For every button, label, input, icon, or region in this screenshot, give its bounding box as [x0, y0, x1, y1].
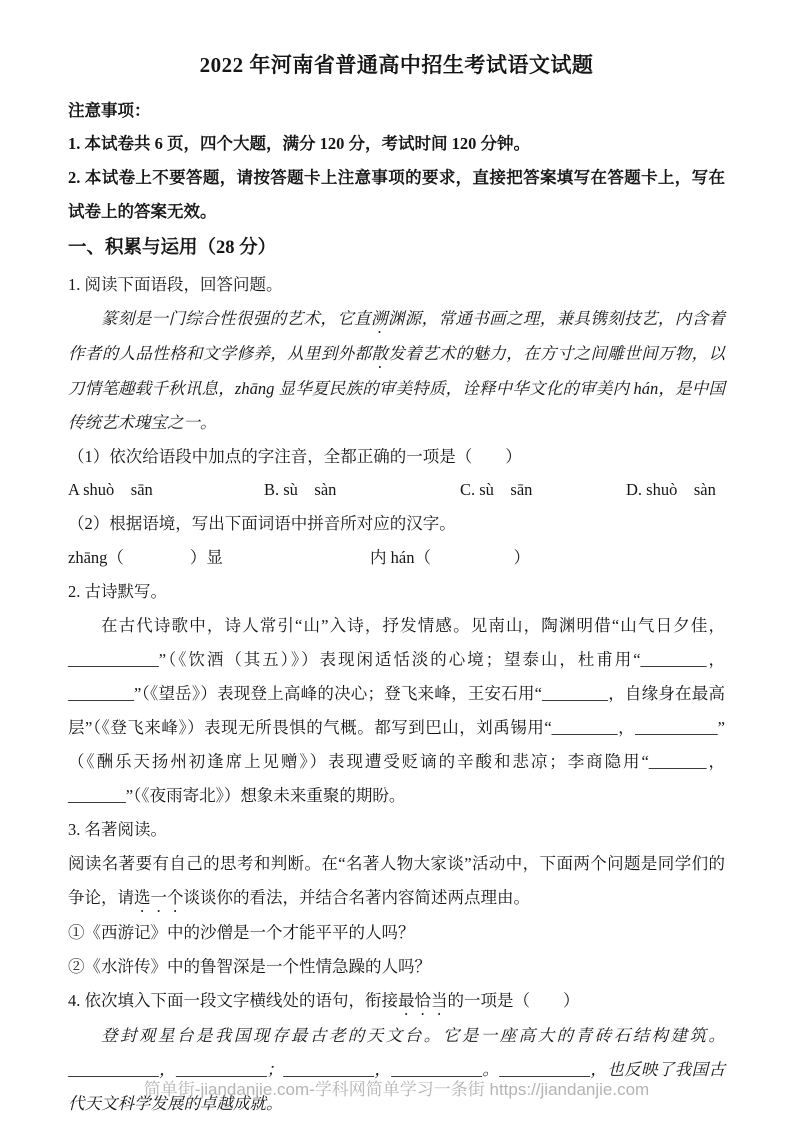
question-1-sub1: （1）依次给语段中加点的字注音，全都正确的一项是（ ）: [68, 446, 522, 466]
question-1-options-item: C. sù sān: [460, 480, 533, 500]
question-2-stem: 2. 古诗默写。: [68, 582, 167, 602]
notice-heading: 注意事项：: [68, 100, 151, 120]
question-3-option-2: ②《水浒传》中的鲁智深是一个性情急躁的人吗？: [68, 957, 431, 977]
question-3-intro: 阅读名著要有自己的思考和判断。在“名著人物大家谈”活动中，下面两个问题是同学们的争论，请选一个谈谈你的看法，并结合名著内容简述两点理由。: [68, 854, 725, 908]
exam-title: 2022 年河南省普通高中招生考试语文试题: [199, 53, 594, 77]
document-lines: [68, 94, 725, 1122]
question-1-sub2: （2）根据语境，写出下面词语中拼音所对应的汉字。: [68, 514, 456, 534]
question-4-passage: 登封观星台是我国现存最古老的天文台。它是一座高大的青砖石结构建筑。___________，___________；___________，___________。___________，也反映了我国古代天文科学发展的卓越成就。: [68, 1026, 725, 1114]
question-1-pinyin-blanks-item: zhāng（ ）显: [68, 548, 223, 568]
watermark-footer: 简单街-jiandanjie.com-学科网简单学习一条街 https://jiandanjie.com: [143, 1080, 650, 1099]
question-1-options-item: D. shuò sàn: [626, 480, 716, 500]
notice-item-2: 2. 本试卷上不要答题，请按答题卡上注意事项的要求，直接把答案填写在答题卡上，写在试卷上的答案无效。: [68, 168, 725, 222]
question-1-options: [68, 473, 725, 507]
question-4-stem: 4. 依次填入下面一段文字横线处的语句，衔接最恰当的一项是（ ）: [68, 991, 580, 1011]
question-3-stem: 3. 名著阅读。: [68, 820, 167, 840]
question-1-pinyin-blanks: [68, 541, 725, 575]
question-1-options-item: A shuò sān: [68, 480, 153, 500]
notice-item-1: 1. 本试卷共 6 页，四个大题，满分 120 分，考试时间 120 分钟。: [68, 134, 530, 154]
question-3-option-1: ①《西游记》中的沙僧是一个才能平平的人吗？: [68, 923, 415, 943]
question-1-pinyin-blanks-item: 内 hán（ ）: [370, 548, 530, 568]
question-1-stem: 1. 阅读下面语段，回答问题。: [68, 274, 283, 294]
section-heading-1: 一、积累与运用（28 分）: [68, 238, 277, 259]
question-1-options-item: B. sù sàn: [264, 480, 337, 500]
question-1-passage: 篆刻是一门综合性很强的艺术，它直溯渊源，常通书画之理，兼具镌刻技艺，内含着作者的人品性格和文学修养，从里到外都散发着艺术的魅力，在方寸之间雕世间万物，以刀情笔趣载千秋讯息，zhāng 显华夏民族的审美特质，诠释中华文化的审美内 hán，是中国传统艺术瑰宝之一。: [68, 308, 726, 432]
question-2-passage: 在古代诗歌中，诗人常引“山”入诗，抒发情感。见南山，陶渊明借“山气日夕佳，___________”（《饮酒（其五）》）表现闲适恬淡的心境；望泰山，杜甫用“________，________”（《望岳》）表现登上高峰的决心；登飞来峰，王安石用“________，自缘身在最高层”（《登飞来峰》）表现无所畏惧的气概。都写到巴山，刘禹锡用“________，__________”（《酬乐天扬州初逢席上见赠》）表现遭受贬谪的辛酸和悲凉；李商隐用“_______，_______”（《夜雨寄北》）想象未来重聚的期盼。: [68, 616, 725, 806]
